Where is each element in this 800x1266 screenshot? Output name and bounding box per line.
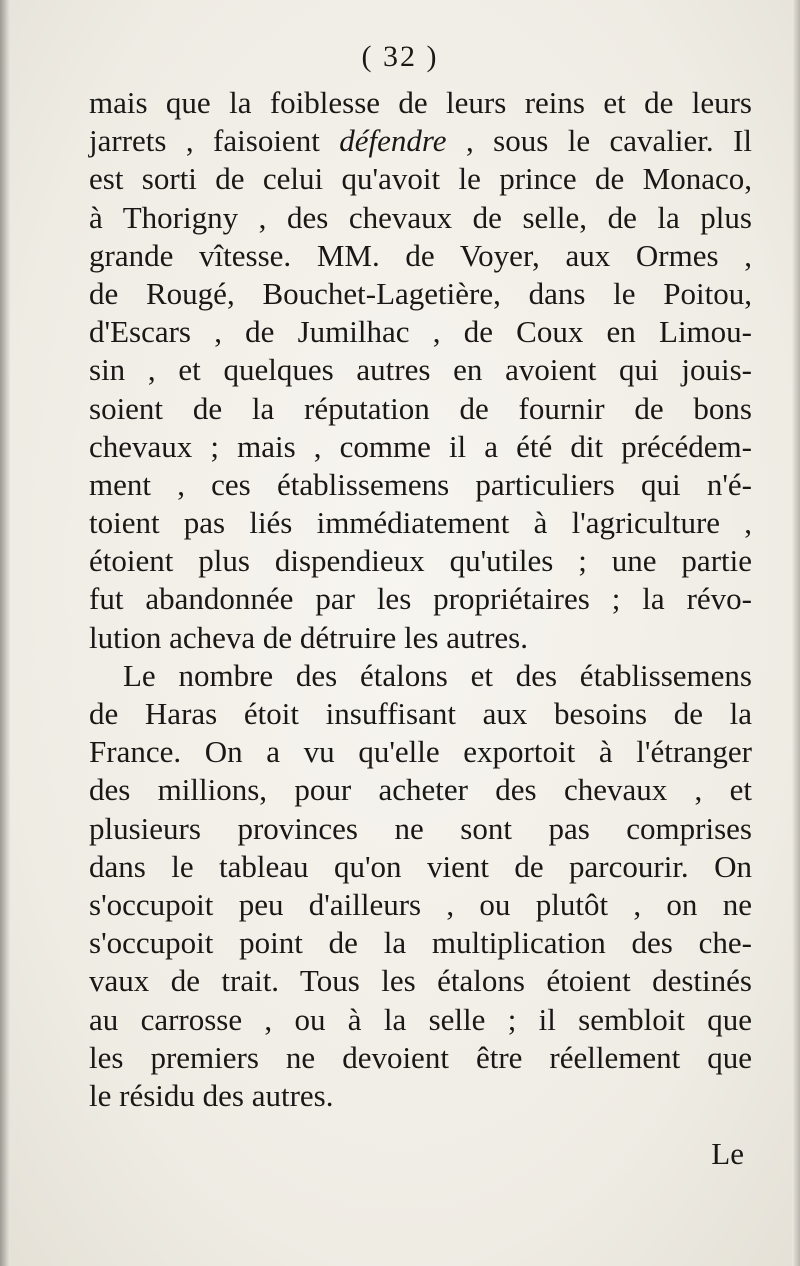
text-line: étoient plus dispendieux qu'utiles ; une partie [89, 543, 752, 579]
page-left-edge-shadow [0, 0, 10, 1266]
text-line: soient de la réputation de fournir de bons [89, 390, 752, 426]
text-line: grande vîtesse. MM. de Voyer, aux Ormes , [89, 237, 752, 273]
text-line: de Haras étoit insuffisant aux besoins de la [89, 696, 752, 731]
text-line: vaux de trait. Tous les étalons étoient destinés [89, 963, 752, 999]
text-line: à Thorigny , des chevaux de selle, de la plus [89, 199, 752, 235]
text-line: sin , et quelques autres en avoient qui jouis- [89, 352, 752, 388]
text-line: s'occupoit point de la multiplication des che- [89, 925, 752, 961]
text-run: , sous le cavalier. Il [446, 123, 752, 159]
page-number: ( 32 ) [361, 40, 439, 73]
text-line: lution acheva de détruire les autres. [89, 619, 528, 655]
text-line: Le nombre des étalons et des établissemens [123, 657, 752, 693]
text-line: dans le tableau qu'on vient de parcourir. On [89, 848, 752, 884]
text-line: d'Escars , de Jumilhac , de Coux en Limou- [89, 314, 752, 350]
text-line: mais que la foiblesse de leurs reins et de leurs [89, 85, 752, 120]
text-line: plusieurs provinces ne sont pas comprises [89, 810, 752, 846]
text-run: jarrets , faisoient [89, 123, 340, 159]
page-right-edge-shadow [792, 0, 800, 1266]
text-line: est sorti de celui qu'avoit le prince de Monaco, [89, 161, 752, 197]
text-line: France. On a vu qu'elle exportoit à l'étranger [89, 734, 752, 770]
text-line: toient pas liés immédiatement à l'agriculture , [89, 505, 752, 541]
body-text [89, 84, 752, 1115]
text-line: au carrosse , ou à la selle ; il sembloit que [89, 1001, 752, 1037]
text-line: les premiers ne devoient être réellement que [89, 1039, 752, 1075]
text-line: fut abandonnée par les propriétaires ; la révo- [89, 581, 752, 617]
italic-word: défendre [339, 123, 447, 159]
text-line-with-italic [89, 122, 752, 160]
text-line: s'occupoit peu d'ailleurs , ou plutôt , on ne [89, 886, 752, 922]
text-line: des millions, pour acheter des chevaux , et [89, 772, 752, 808]
text-line: de Rougé, Bouchet-Lagetière, dans le Poitou, [89, 275, 752, 311]
text-line: ment , ces établissemens particuliers qui n'é- [89, 466, 752, 502]
text-line: chevaux ; mais , comme il a été dit précédem- [89, 428, 752, 464]
text-line: le résidu des autres. [89, 1077, 334, 1113]
catchword: Le [711, 1136, 744, 1171]
